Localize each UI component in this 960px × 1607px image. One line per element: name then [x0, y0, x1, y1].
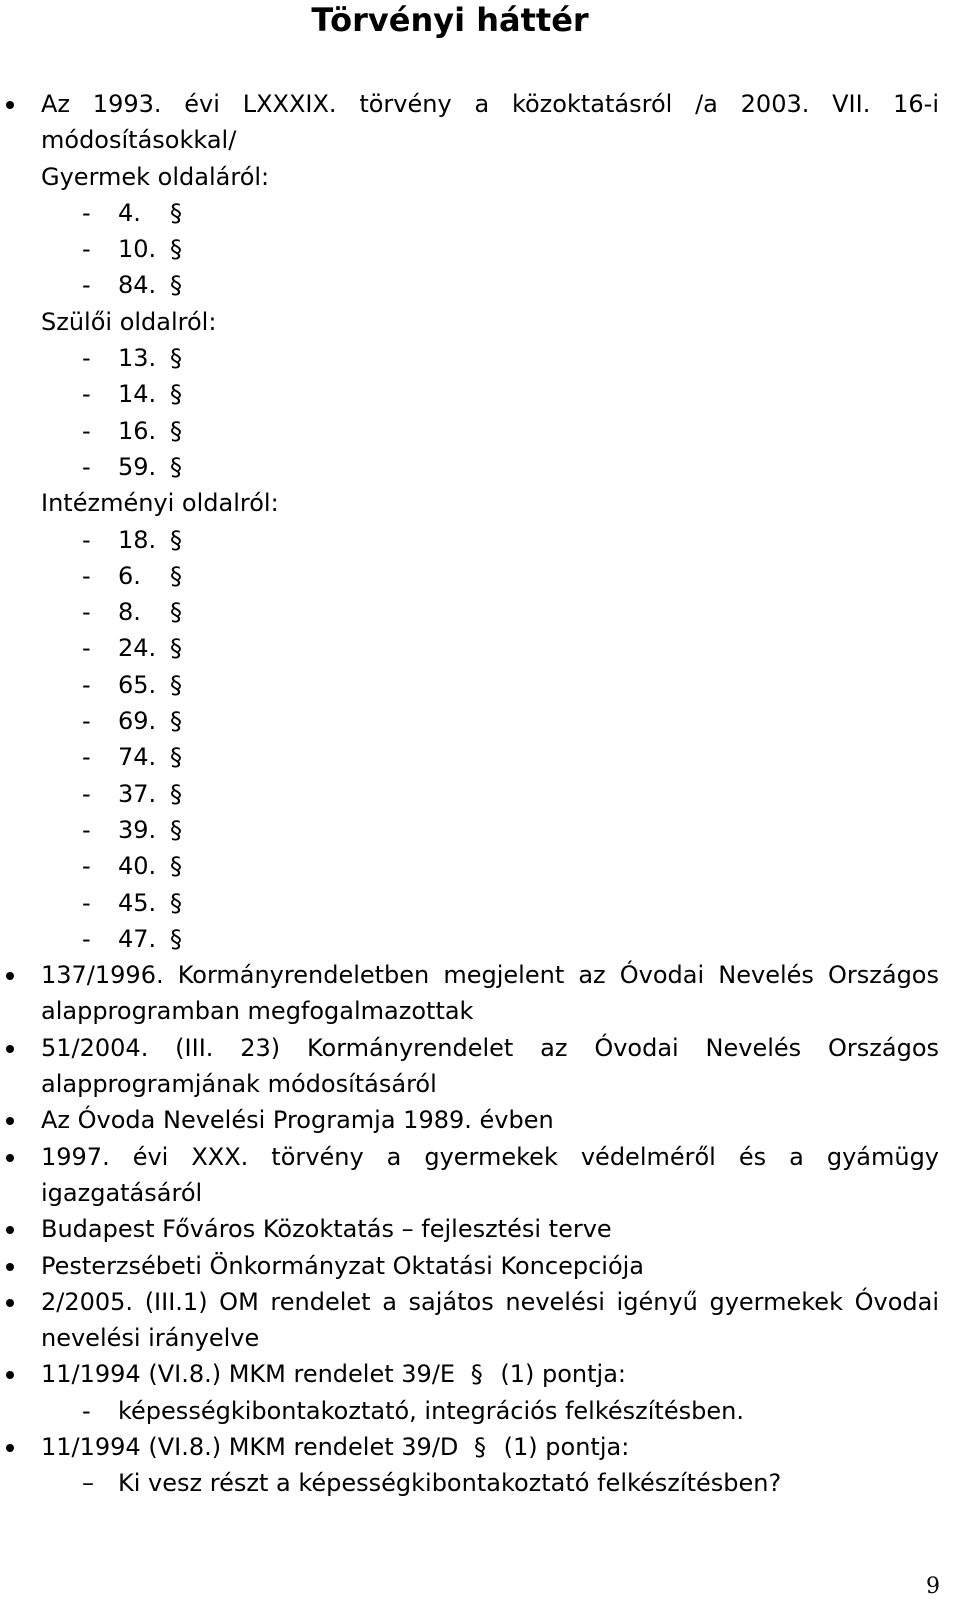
bullet-icon	[6, 1371, 14, 1379]
section-sign-icon: §	[170, 561, 182, 590]
section-ref	[118, 413, 182, 449]
section-sign-icon: §	[170, 743, 182, 772]
mkm-39e-point: (1) pontja:	[500, 1360, 626, 1389]
dash-marker: -	[82, 1396, 91, 1425]
bullet-line2: alapprogramban megfogalmazottak	[41, 997, 474, 1026]
bullet-line1: 2/2005. (III.1) OM rendelet a sajátos nevelési igényű gyermekek Óvodai	[41, 1287, 939, 1316]
dash-marker: -	[82, 416, 91, 445]
section-item	[0, 812, 960, 848]
section-sign-icon: §	[170, 271, 182, 300]
section-item	[0, 195, 960, 231]
section-number: 14.	[118, 380, 157, 409]
section-sign-icon: §	[170, 634, 182, 663]
section-number: 13.	[118, 344, 157, 373]
bullet-row	[0, 1284, 960, 1320]
section-number: 45.	[118, 888, 157, 917]
bullet-line1: 137/1996. Kormányrendeletben megjelent az Óvodai Nevelés Országos	[41, 961, 939, 990]
section-group-row	[0, 304, 960, 340]
page-title: Törvényi háttér	[311, 1, 589, 39]
bullet-item	[0, 1102, 960, 1138]
section-sign-icon: §	[170, 670, 182, 699]
section-group-heading: Szülői oldalról:	[41, 307, 217, 336]
dash-marker: -	[82, 344, 91, 373]
section-ref	[118, 739, 182, 775]
section-ref	[118, 195, 182, 231]
dash-marker: -	[82, 852, 91, 881]
bullet-line1: Budapest Főváros Közoktatás – fejlesztési terve	[41, 1215, 612, 1244]
section-item	[0, 667, 960, 703]
section-sign-icon: §	[170, 380, 182, 409]
section-sign-icon: §	[170, 416, 182, 445]
section-item	[0, 376, 960, 412]
bullet-row	[0, 1030, 960, 1066]
section-groups	[0, 159, 960, 958]
section-ref	[118, 848, 182, 884]
section-group-heading: Gyermek oldaláról:	[41, 162, 270, 191]
dash-marker: -	[82, 561, 91, 590]
bullet-line2: nevelési irányelve	[41, 1324, 260, 1353]
section-item	[0, 776, 960, 812]
section-number: 47.	[118, 924, 157, 953]
section-ref	[118, 522, 182, 558]
law-1993-item	[0, 86, 960, 957]
section-item	[0, 340, 960, 376]
bullet-icon	[6, 1045, 14, 1053]
mkm-39e-subitem: képességkibontakoztató, integrációs felkészítésben.	[118, 1396, 744, 1425]
section-ref	[118, 667, 182, 703]
section-sign-icon: §	[170, 779, 182, 808]
bullet-line1: 51/2004. (III. 23) Kormányrendelet az Óvodai Nevelés Országos	[41, 1033, 939, 1062]
section-ref	[118, 630, 182, 666]
law-1993-line2: módosításokkal/	[41, 126, 237, 155]
section-item	[0, 630, 960, 666]
bullet-icon	[6, 1299, 14, 1307]
section-sign-icon: §	[170, 924, 182, 953]
mkm-39d-point: (1) pontja:	[503, 1432, 630, 1461]
section-ref	[118, 885, 182, 921]
bullet-row	[0, 1248, 960, 1284]
section-number: 59.	[118, 452, 157, 481]
section-item	[0, 703, 960, 739]
bullet-row	[0, 1139, 960, 1175]
section-sign-icon: §	[170, 198, 182, 227]
section-ref	[118, 449, 182, 485]
section-item	[0, 558, 960, 594]
bullet-item	[0, 1284, 960, 1357]
section-ref	[118, 776, 182, 812]
bullet-line2: igazgatásáról	[41, 1178, 203, 1207]
section-item	[0, 522, 960, 558]
section-item	[0, 267, 960, 303]
bullet-row	[0, 957, 960, 993]
dash-marker: -	[82, 235, 91, 264]
mkm-39d-item	[0, 1429, 960, 1502]
section-ref	[118, 703, 182, 739]
mkm-39d-text: 11/1994 (VI.8.) MKM rendelet 39/D	[41, 1432, 459, 1461]
section-sign-icon: §	[170, 888, 182, 917]
section-sign-icon: §	[170, 707, 182, 736]
section-sign-icon: §	[170, 815, 182, 844]
mkm-39e-text: 11/1994 (VI.8.) MKM rendelet 39/E	[41, 1360, 456, 1389]
bullet-row	[0, 1320, 960, 1356]
dash-marker: -	[82, 670, 91, 699]
bullet-row	[0, 1175, 960, 1211]
section-group-row	[0, 159, 960, 195]
section-item	[0, 231, 960, 267]
section-sign-icon: §	[170, 452, 182, 481]
section-ref	[118, 267, 182, 303]
law-list	[0, 86, 960, 1502]
section-ref	[118, 921, 182, 957]
law-1993-line1: Az 1993. évi LXXXIX. törvény a közoktatásról /a 2003. VII. 16-i	[41, 90, 939, 118]
bullet-icon	[6, 972, 14, 980]
section-number: 18.	[118, 525, 157, 554]
bullet-row	[0, 1211, 960, 1247]
section-ref	[118, 594, 182, 630]
bullet-row	[0, 1102, 960, 1138]
endash-marker: –	[82, 1469, 94, 1498]
section-item	[0, 449, 960, 485]
section-number: 24.	[118, 634, 157, 663]
section-item	[0, 413, 960, 449]
section-number: 39.	[118, 815, 157, 844]
bullet-icon	[6, 101, 14, 109]
section-item	[0, 885, 960, 921]
bullet-item	[0, 1211, 960, 1247]
bullet-icon	[6, 1226, 14, 1234]
bullet-line1: 1997. évi XXX. törvény a gyermekek védelméről és a gyámügy	[41, 1142, 939, 1171]
bullet-line2: alapprogramjának módosításáról	[41, 1070, 437, 1099]
section-sign-icon: §	[170, 235, 182, 264]
section-sign-icon: §	[474, 1432, 487, 1461]
mkm-39e-item	[0, 1356, 960, 1429]
dash-marker: -	[82, 452, 91, 481]
section-sign-icon: §	[170, 598, 182, 627]
page-number: 9	[926, 1574, 940, 1599]
section-number: 65.	[118, 670, 157, 699]
bullet-line1: Az Óvoda Nevelési Programja 1989. évben	[41, 1106, 554, 1135]
bullet-row	[0, 1066, 960, 1102]
section-number: 40.	[118, 852, 157, 881]
dash-marker: -	[82, 888, 91, 917]
bullet-item	[0, 1248, 960, 1284]
section-number: 74.	[118, 743, 157, 772]
dash-marker: -	[82, 924, 91, 953]
section-ref	[118, 812, 182, 848]
dash-marker: -	[82, 815, 91, 844]
section-item	[0, 921, 960, 957]
section-number: 6.	[118, 561, 141, 590]
section-ref	[118, 340, 182, 376]
dash-marker: -	[82, 271, 91, 300]
bullet-list	[0, 957, 960, 1356]
bullet-icon	[6, 1263, 14, 1271]
dash-marker: -	[82, 743, 91, 772]
section-ref	[118, 558, 182, 594]
section-sign-icon: §	[170, 852, 182, 881]
dash-marker: -	[82, 707, 91, 736]
section-sign-icon: §	[170, 525, 182, 554]
section-number: 37.	[118, 779, 157, 808]
bullet-icon	[6, 1117, 14, 1125]
section-ref	[118, 376, 182, 412]
section-item	[0, 594, 960, 630]
section-number: 4.	[118, 198, 141, 227]
section-item	[0, 739, 960, 775]
bullet-item	[0, 1030, 960, 1103]
dash-marker: -	[82, 598, 91, 627]
section-number: 84.	[118, 271, 157, 300]
section-number: 16.	[118, 416, 157, 445]
section-number: 10.	[118, 235, 157, 264]
section-item	[0, 848, 960, 884]
section-sign-icon: §	[170, 344, 182, 373]
dash-marker: -	[82, 380, 91, 409]
dash-marker: -	[82, 525, 91, 554]
bullet-item	[0, 957, 960, 1030]
section-ref	[118, 231, 182, 267]
section-sign-icon: §	[470, 1360, 483, 1389]
section-number: 69.	[118, 707, 157, 736]
section-number: 8.	[118, 598, 141, 627]
bullet-icon	[6, 1444, 14, 1452]
bullet-row	[0, 993, 960, 1029]
mkm-39d-subitem: Ki vesz részt a képességkibontakoztató felkészítésben?	[118, 1469, 782, 1498]
section-group-heading: Intézményi oldalról:	[41, 489, 279, 518]
bullet-item	[0, 1139, 960, 1212]
bullet-icon	[6, 1154, 14, 1162]
dash-marker: -	[82, 198, 91, 227]
section-group-row	[0, 485, 960, 521]
dash-marker: -	[82, 779, 91, 808]
dash-marker: -	[82, 634, 91, 663]
bullet-line1: Pesterzsébeti Önkormányzat Oktatási Koncepciója	[41, 1251, 644, 1280]
